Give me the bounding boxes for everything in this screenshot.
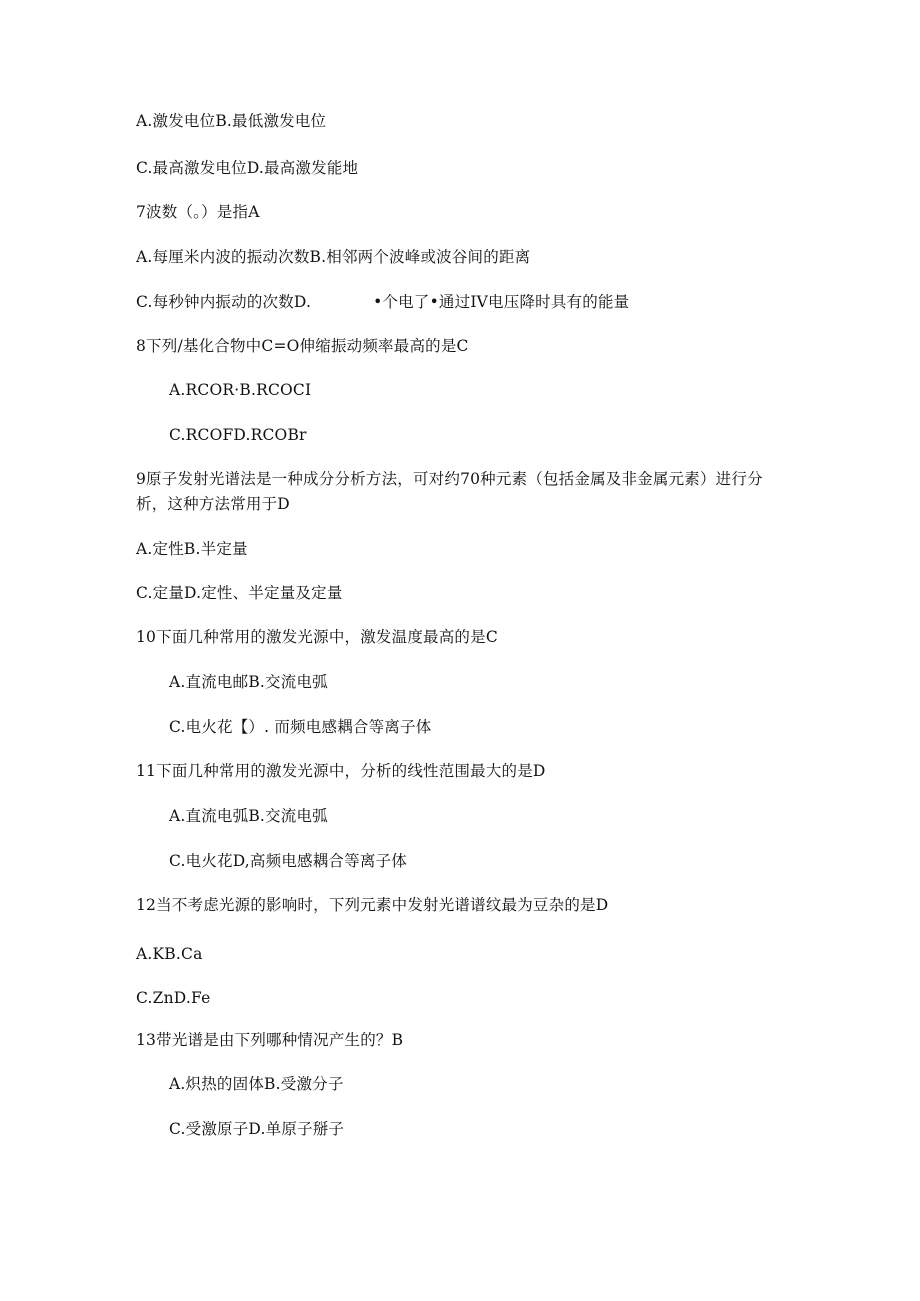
text-line: A.直流电弧B.交流电弧	[169, 807, 328, 825]
text-line: C.受激原子D.单原子掰子	[169, 1120, 345, 1138]
text-line: A.直流电邮B.交流电弧	[169, 673, 328, 691]
text-line: C.电火花【）. 而频电感耦合等离子体	[169, 718, 432, 736]
text-line: 12当不考虑光源的影响时，下列元素中发射光谱谱纹最为豆杂的是D	[136, 896, 609, 914]
text-segment: •个电了•通过IV电压降时具有的能量	[373, 293, 630, 311]
text-line: A.激发电位B.最低激发电位	[136, 112, 327, 130]
text-line: 11下面几种常用的激发光源中，分析的线性范围最大的是D	[136, 762, 546, 780]
text-line: C.RCOFD.RCOBr	[169, 426, 307, 444]
text-line: C.定量D.定性、半定量及定量	[136, 584, 343, 602]
text-line: C.ZnD.Fe	[136, 989, 211, 1007]
text-line: A.每厘米内波的振动次数B.相邻两个波峰或波谷间的距离	[136, 248, 531, 266]
text-line: 13带光谱是由下列哪种情况产生的？B	[136, 1031, 404, 1049]
text-line: C.电火花D,高频电感耦合等离子体	[169, 852, 407, 870]
text-line: 10下面几种常用的激发光源中，激发温度最高的是C	[136, 628, 498, 646]
text-line: A.KB.Ca	[136, 945, 203, 963]
text-line: A.炽热的固体B.受激分子	[169, 1075, 344, 1093]
text-paragraph: 9原子发射光谱法是一种成分分析方法，可对约70种元素（包括金属及非金属元素）进行分析，这种方法常用于D	[136, 470, 763, 513]
text-line: C.最高激发电位D.最高激发能地	[136, 159, 359, 177]
text-line	[136, 292, 629, 312]
text-segment: C.每秒钟内振动的次数D.	[136, 293, 312, 311]
text-line: 8下列/基化合物中C=O伸缩振动频率最高的是C	[136, 337, 469, 355]
text-line: 7波数（。）是指A	[136, 203, 260, 221]
text-line: A.定性B.半定量	[136, 540, 248, 558]
text-line: A.RCOR·B.RCOCI	[169, 381, 312, 399]
